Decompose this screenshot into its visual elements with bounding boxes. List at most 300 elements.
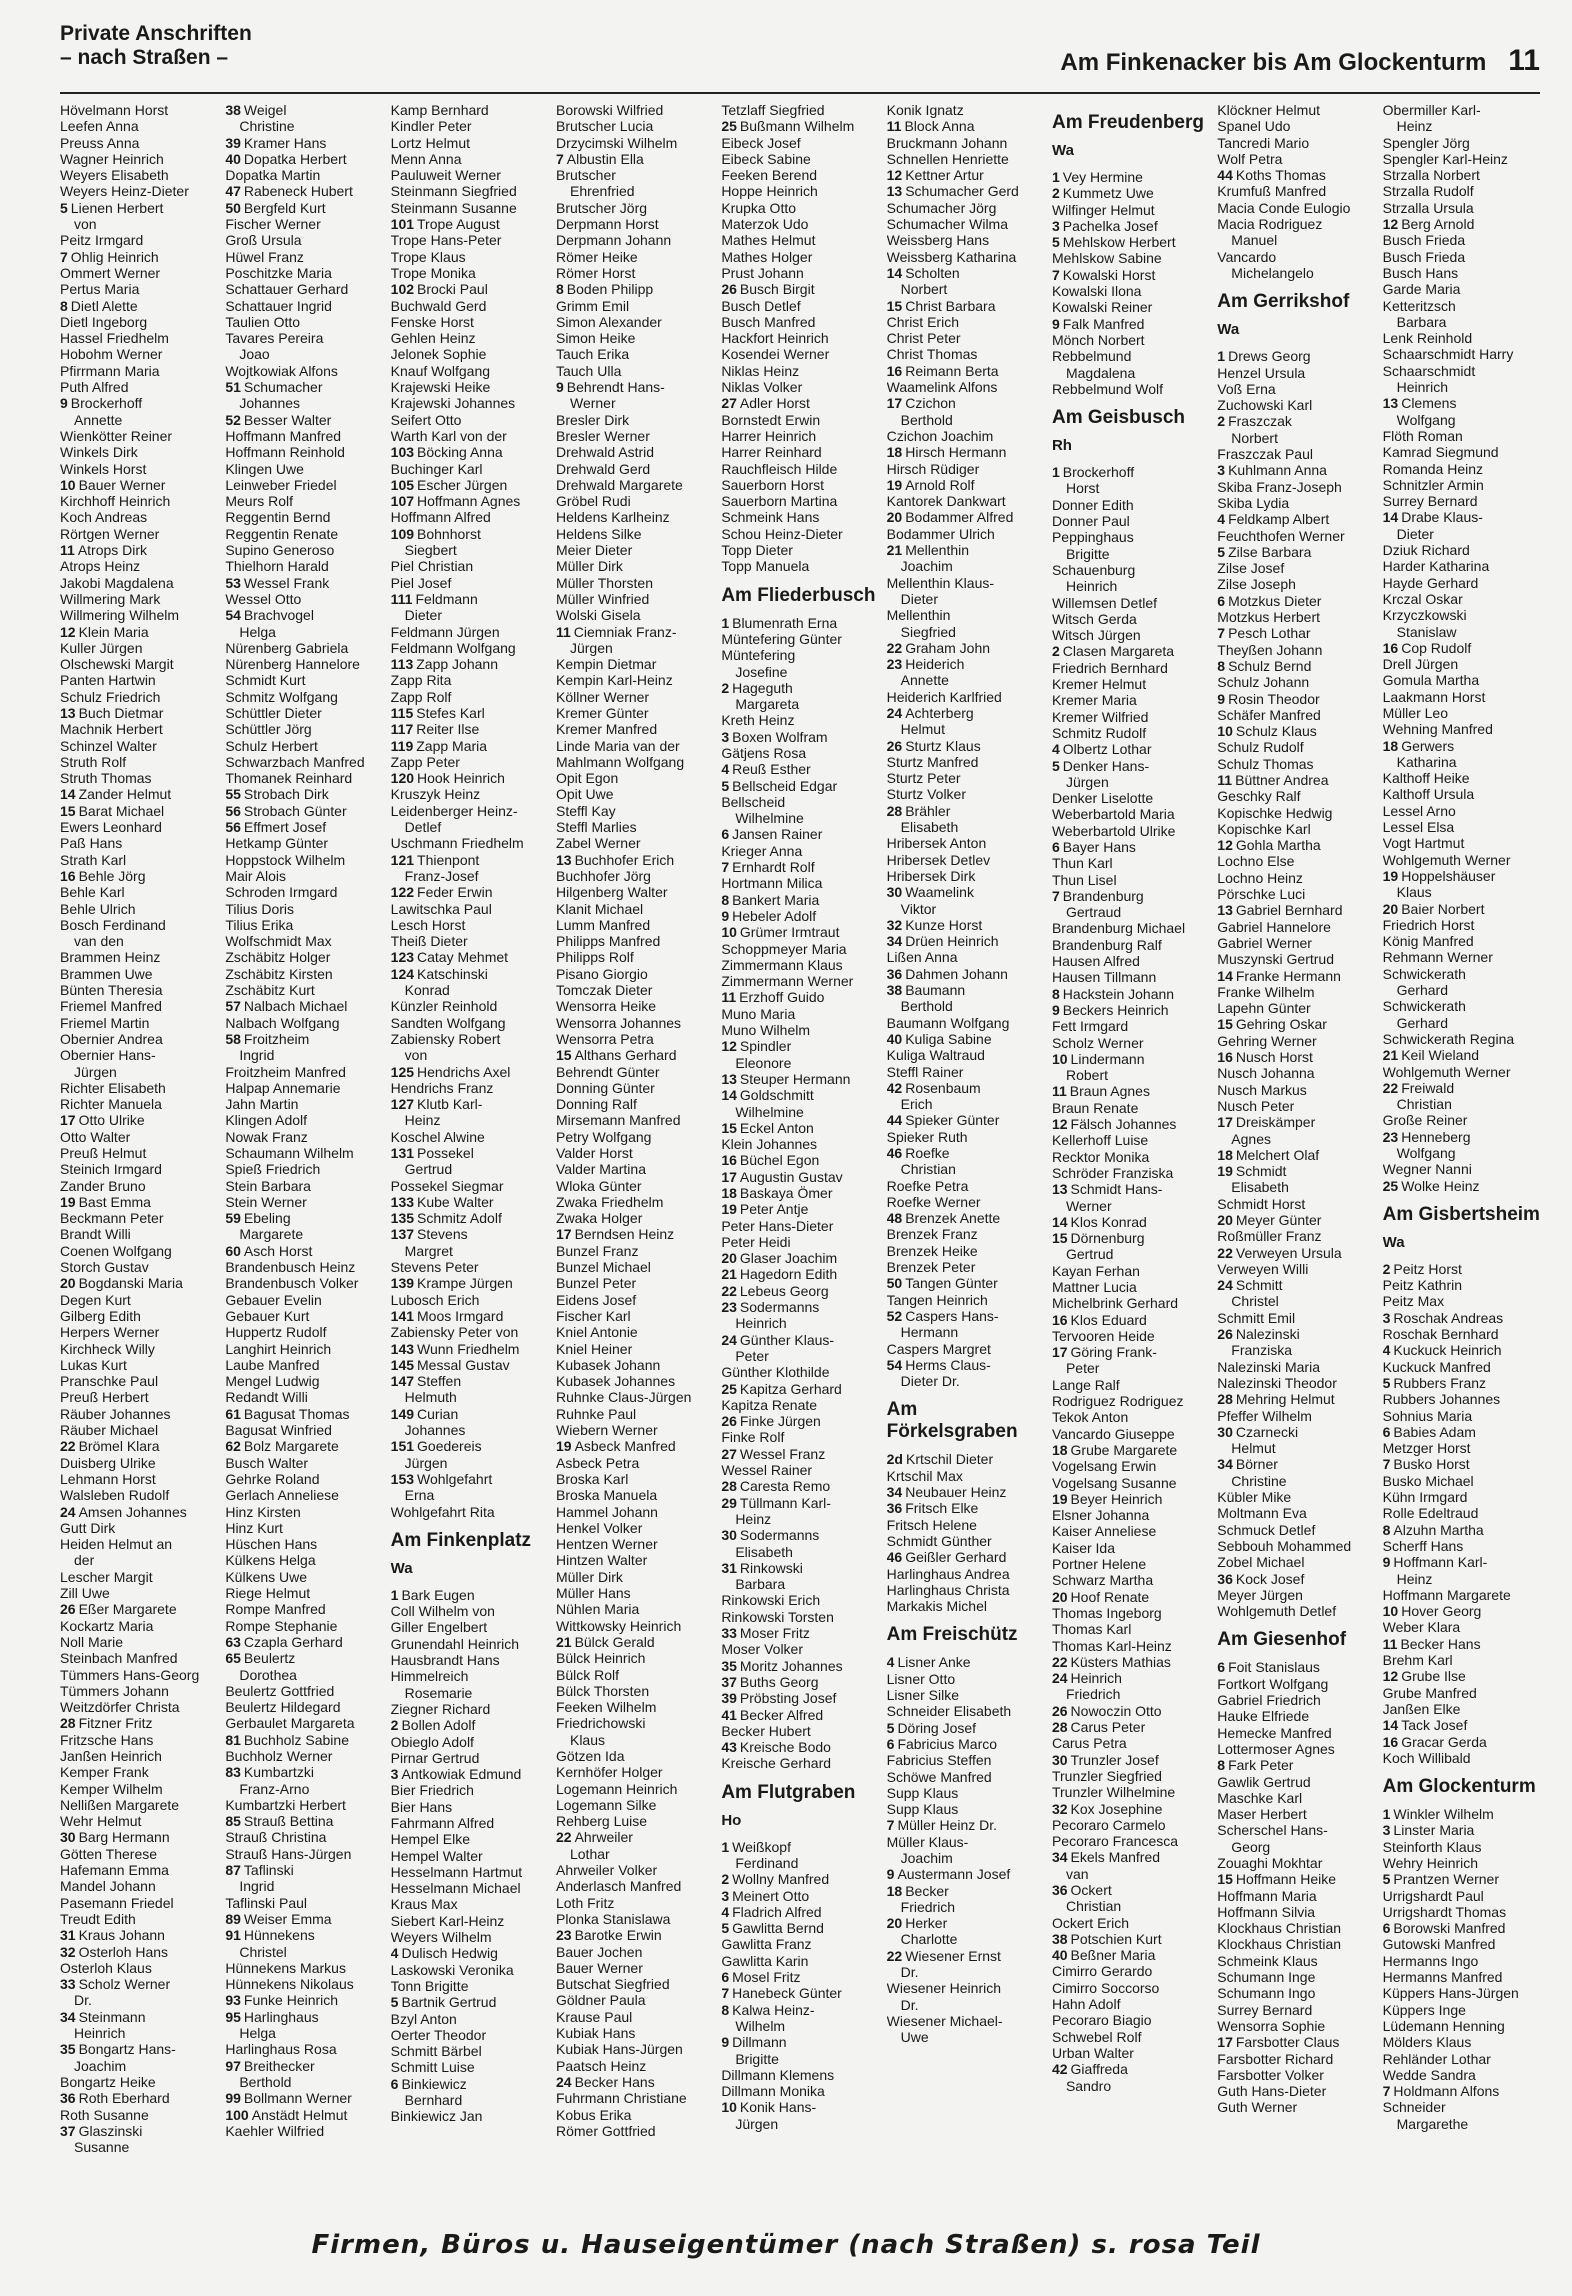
resident-name: Heldens Karlheinz	[555, 509, 670, 526]
resident-entry	[60, 558, 217, 574]
resident-name: Kox Josephine	[1070, 1800, 1163, 1817]
resident-name: Behrendt Günter	[555, 1063, 660, 1080]
resident-name: Busch Birgit	[739, 281, 815, 298]
resident-entry	[721, 1690, 878, 1706]
resident-entry	[1052, 1931, 1209, 1947]
resident-name: Schulz Bernd	[1228, 657, 1312, 674]
resident-entry	[1383, 1871, 1540, 1887]
resident-name: Fett Irmgard	[1051, 1018, 1129, 1035]
resident-name: Kosendei Werner	[721, 346, 830, 363]
resident-entry	[391, 118, 548, 134]
resident-entry	[556, 1634, 713, 1650]
resident-entry	[556, 265, 713, 281]
resident-name: Kubasek Johannes	[555, 1373, 676, 1390]
resident-entry	[225, 461, 382, 477]
resident-entry	[1217, 723, 1374, 739]
resident-entry	[887, 1549, 1044, 1565]
resident-name: Giller Engelbert	[390, 1619, 488, 1636]
resident-name: Plonka Stanislawa	[555, 1910, 671, 1927]
resident-name: Berthold	[239, 2073, 292, 2090]
resident-entry	[887, 1801, 1044, 1817]
resident-name: Olschewski Margit	[60, 656, 174, 673]
resident-entry	[721, 680, 878, 696]
resident-entry	[391, 412, 548, 428]
resident-name: Breithecker	[243, 2057, 315, 2074]
resident-name: Schmuck Detlef	[1217, 1521, 1316, 1538]
resident-name: Schäfer Manfred	[1217, 706, 1321, 723]
resident-name: Verweyen Ursula	[1235, 1244, 1342, 1261]
resident-name: Meyer Jürgen	[1217, 1586, 1303, 1603]
resident-entry	[1383, 2018, 1540, 2034]
resident-entry	[556, 1748, 713, 1764]
resident-name: Brandenbusch Volker	[225, 1275, 359, 1292]
house-number: 13	[721, 1070, 737, 1087]
resident-entry	[391, 1978, 548, 1994]
resident-entry	[1383, 1985, 1540, 2001]
resident-name: Barg Hermann	[78, 1829, 170, 1846]
resident-name: Heiden Helmut an	[60, 1536, 173, 1553]
resident-name: Brandenbusch Heinz	[225, 1259, 356, 1276]
house-number: 48	[886, 1210, 903, 1227]
resident-name: Dopatka Martin	[225, 167, 321, 184]
resident-entry	[60, 624, 217, 640]
resident-entry	[721, 1527, 878, 1543]
resident-entry	[721, 957, 878, 973]
house-number: 117	[390, 721, 414, 738]
resident-entry	[887, 1145, 1044, 1161]
resident-entry	[887, 232, 1044, 248]
resident-name: Jürgen	[569, 639, 613, 656]
resident-name: Tavares Pereira	[225, 330, 324, 347]
resident-name: Seifert Otto	[390, 411, 462, 428]
resident-entry	[225, 803, 382, 819]
resident-entry	[391, 917, 548, 933]
resident-name: Hahn Adolf	[1051, 1996, 1121, 2013]
resident-entry	[1052, 1018, 1209, 1034]
resident-name: Giaffreda	[1070, 2061, 1128, 2078]
resident-entry	[1052, 267, 1209, 283]
resident-name: Siebert Karl-Heinz	[390, 1912, 505, 1929]
resident-name: Schulz Johann	[1217, 674, 1310, 691]
resident-name: Supp Klaus	[886, 1784, 959, 1801]
resident-name: Scherff Hans	[1382, 1537, 1464, 1554]
resident-entry	[225, 1552, 382, 1568]
entry-continuation	[60, 933, 217, 949]
resident-name: Fritsch Helene	[886, 1516, 977, 1533]
resident-entry	[721, 1266, 878, 1282]
resident-name: Spindler	[739, 1038, 792, 1055]
resident-entry	[225, 672, 382, 688]
entry-continuation	[225, 1667, 382, 1683]
house-number: 7	[1382, 2083, 1391, 2100]
resident-name: Hoffmann Silvia	[1217, 1903, 1316, 1920]
resident-entry	[556, 493, 713, 509]
resident-name: Wolke Heinz	[1401, 1177, 1480, 1194]
resident-entry	[887, 1752, 1044, 1768]
entry-continuation	[887, 819, 1044, 835]
entry-continuation	[721, 1104, 878, 1120]
resident-entry	[225, 1683, 382, 1699]
resident-entry	[60, 1471, 217, 1487]
entry-continuation	[1383, 1015, 1540, 1031]
resident-name: Stevens	[417, 1226, 468, 1243]
house-number: 14	[721, 1087, 737, 1104]
resident-entry	[60, 151, 217, 167]
resident-entry	[1383, 183, 1540, 199]
resident-name: Wollny Manfred	[732, 1871, 830, 1888]
resident-name: Schroden Irmgard	[225, 884, 338, 901]
resident-name: Philipps Manfred	[555, 933, 661, 950]
street-heading: Am Freudenberg	[1051, 112, 1204, 133]
resident-entry	[556, 314, 713, 330]
resident-entry	[1383, 1473, 1540, 1489]
resident-entry	[1052, 1426, 1209, 1442]
resident-entry	[887, 607, 1044, 623]
resident-name: Bast Emma	[78, 1193, 151, 1210]
resident-name: Rompe Manfred	[225, 1601, 326, 1618]
resident-entry	[391, 558, 548, 574]
resident-name: Barbara	[1396, 313, 1447, 330]
page-header	[60, 22, 1540, 92]
resident-name: Bagusat Thomas	[243, 1405, 350, 1422]
entry-continuation	[225, 1047, 382, 1063]
resident-name: Spengler Karl-Heinz	[1382, 150, 1508, 167]
resident-entry	[556, 1927, 713, 1943]
district-code: Wa	[1217, 321, 1240, 339]
resident-name: Gabriel Bernhard	[1235, 902, 1343, 919]
resident-name: Ohlig Heinrich	[70, 248, 159, 265]
resident-entry	[60, 949, 217, 965]
resident-entry	[225, 819, 382, 835]
resident-name: Farsbotter Richard	[1217, 2050, 1334, 2067]
resident-name: Fortkort Wolfgang	[1217, 1675, 1329, 1692]
resident-name: Koch Willibald	[1382, 1749, 1471, 1766]
resident-name: Tetzlaff Siegfried	[721, 102, 825, 118]
resident-name: Brigitte	[1065, 545, 1110, 562]
entry-continuation	[556, 183, 713, 199]
resident-name: Brenzek Anette	[905, 1210, 1001, 1227]
resident-name: Götten Therese	[60, 1845, 158, 1862]
resident-entry	[1052, 1083, 1209, 1099]
entry-continuation	[721, 1055, 878, 1071]
resident-name: Zabiensky Peter von	[390, 1324, 519, 1341]
resident-entry	[225, 1927, 382, 1943]
resident-entry	[60, 1308, 217, 1324]
resident-entry	[1217, 1676, 1374, 1692]
entry-continuation	[1052, 904, 1209, 920]
house-number: 15	[1051, 1230, 1068, 1247]
resident-name: Hetkamp Günter	[225, 835, 329, 852]
resident-name: Grümer Irmtraut	[739, 924, 840, 941]
resident-entry	[887, 330, 1044, 346]
resident-entry	[556, 542, 713, 558]
house-number: 22	[60, 1438, 76, 1455]
resident-entry	[391, 151, 548, 167]
resident-name: Stefes Karl	[416, 704, 485, 721]
resident-name: Spieker Ruth	[886, 1128, 968, 1145]
directory-column	[721, 102, 878, 2182]
resident-entry	[391, 1178, 548, 1194]
entry-continuation	[887, 721, 1044, 737]
entry-continuation	[556, 395, 713, 411]
resident-entry	[887, 689, 1044, 705]
resident-name: Klos Konrad	[1070, 1213, 1147, 1230]
resident-entry	[391, 1210, 548, 1226]
resident-name: Recktor Monika	[1051, 1148, 1150, 1165]
resident-name: Hermanns Ingo	[1382, 1952, 1479, 1969]
resident-name: Willmering Wilhelm	[60, 607, 180, 624]
resident-name: Bauer Jochen	[555, 1943, 643, 1960]
resident-entry	[1052, 1116, 1209, 1132]
resident-name: Zilse Barbara	[1228, 543, 1312, 560]
resident-name: Obernier Andrea	[60, 1030, 163, 1047]
resident-entry	[721, 249, 878, 265]
resident-entry	[60, 738, 217, 754]
resident-entry	[1383, 1375, 1540, 1391]
resident-entry	[1217, 1114, 1374, 1130]
resident-entry	[1052, 1491, 1209, 1507]
entry-continuation	[887, 2029, 1044, 2045]
resident-entry	[1052, 1589, 1209, 1605]
resident-name: Bornstedt Erwin	[721, 411, 821, 428]
resident-name: Donner Edith	[1051, 496, 1134, 513]
house-number: 15	[721, 1119, 737, 1136]
section-subtitle: – nach Straßen –	[60, 46, 229, 69]
resident-name: Trope Klaus	[390, 248, 466, 265]
resident-entry	[887, 1654, 1044, 1670]
resident-entry	[1383, 738, 1540, 754]
resident-name: Rolle Edeltraud	[1382, 1505, 1479, 1522]
resident-name: Trunzler Josef	[1070, 1751, 1159, 1768]
house-number: 11	[886, 118, 902, 135]
resident-entry	[1052, 1621, 1209, 1637]
resident-name: Klaus	[1396, 884, 1432, 901]
resident-name: Lochno Heinz	[1217, 869, 1303, 886]
house-number: 18	[1217, 1146, 1233, 1163]
resident-entry	[887, 1031, 1044, 1047]
resident-entry	[556, 1341, 713, 1357]
house-number: 145	[390, 1356, 415, 1373]
resident-name: Joao	[239, 346, 270, 363]
resident-name: Viktor	[900, 900, 937, 917]
resident-entry	[1052, 299, 1209, 315]
resident-name: Elisabeth	[900, 819, 959, 836]
resident-entry	[60, 754, 217, 770]
resident-entry	[1052, 758, 1209, 774]
resident-entry	[721, 1218, 878, 1234]
resident-entry	[887, 1112, 1044, 1128]
resident-name: Kuhlmann Anna	[1228, 462, 1327, 479]
resident-entry	[721, 778, 878, 794]
resident-entry	[225, 705, 382, 721]
resident-entry	[60, 1536, 217, 1552]
resident-entry	[1217, 1554, 1374, 1570]
house-number: 59	[225, 1210, 241, 1227]
house-number: 40	[886, 1030, 903, 1047]
house-number: 9	[886, 1866, 895, 1883]
resident-entry	[721, 1723, 878, 1739]
resident-name: Grube Manfred	[1382, 1684, 1477, 1701]
resident-entry	[225, 1504, 382, 1520]
resident-entry	[887, 298, 1044, 314]
resident-entry	[60, 721, 217, 737]
resident-entry	[1217, 1969, 1374, 1985]
house-number: 12	[721, 1038, 737, 1055]
resident-name: Zwaka Friedhelm	[555, 1193, 664, 1210]
resident-name: Klingen Uwe	[225, 460, 304, 477]
resident-entry	[556, 770, 713, 786]
entry-continuation	[1383, 1096, 1540, 1112]
resident-name: Große Reiner	[1382, 1112, 1468, 1129]
resident-name: Steinmann Siegfried	[390, 183, 517, 200]
resident-name: Becker	[905, 1882, 949, 1899]
entry-continuation	[391, 1422, 548, 1438]
resident-entry	[225, 2107, 382, 2123]
resident-name: Schneider Elisabeth	[886, 1703, 1012, 1720]
resident-entry	[1217, 707, 1374, 723]
resident-name: Hesselmann Michael	[390, 1880, 521, 1897]
resident-name: Göldner Paula	[555, 1992, 646, 2009]
resident-name: Klockhaus Christian	[1217, 1920, 1342, 1937]
resident-entry	[391, 102, 548, 118]
resident-name: Pörschke Luci	[1217, 886, 1306, 903]
resident-entry	[887, 575, 1044, 591]
house-number: 17	[721, 1168, 737, 1185]
resident-name: Horst	[1065, 480, 1100, 497]
resident-entry	[721, 1839, 878, 1855]
resident-name: Strobach Günter	[243, 802, 347, 819]
house-number: 22	[1382, 1079, 1399, 1096]
resident-entry	[887, 705, 1044, 721]
resident-entry	[225, 477, 382, 493]
house-number: 11	[1382, 1635, 1398, 1652]
resident-entry	[887, 461, 1044, 477]
resident-entry	[556, 1015, 713, 1031]
resident-name: Caspers Margret	[886, 1340, 991, 1357]
house-number: 7	[1382, 1456, 1391, 1473]
resident-entry	[60, 1324, 217, 1340]
resident-entry	[1217, 135, 1374, 151]
resident-name: Gerhard	[1396, 982, 1448, 999]
resident-name: Bresler Dirk	[555, 411, 630, 428]
house-number: 23	[555, 1927, 572, 1944]
resident-name: Gracar Gerda	[1401, 1733, 1487, 1750]
resident-entry	[556, 1862, 713, 1878]
resident-entry	[1052, 888, 1209, 904]
resident-entry	[1217, 1082, 1374, 1098]
resident-name: Preuss Anna	[60, 134, 140, 151]
resident-entry	[225, 1341, 382, 1357]
resident-name: Schwickerath Regina	[1382, 1030, 1515, 1047]
resident-name: Bodammer Alfred	[905, 509, 1014, 526]
house-number: 23	[721, 1299, 737, 1316]
resident-entry	[721, 444, 878, 460]
entry-continuation	[1383, 2116, 1540, 2132]
resident-name: Detlef	[404, 819, 442, 836]
resident-entry	[887, 1720, 1044, 1736]
resident-name: Dieter	[404, 607, 443, 624]
resident-name: Vey Hermine	[1062, 169, 1143, 185]
house-number: 56	[225, 802, 241, 819]
resident-name: Rodriguez Rodriguez	[1051, 1393, 1184, 1410]
resident-entry	[391, 1750, 548, 1766]
resident-entry	[391, 803, 548, 819]
resident-entry	[1217, 642, 1374, 658]
resident-entry	[1383, 1734, 1540, 1750]
house-number: 7	[886, 1817, 895, 1834]
resident-name: Linde Maria van der	[555, 737, 680, 754]
resident-name: Wienkötter Reiner	[60, 427, 173, 444]
resident-entry	[721, 1495, 878, 1511]
house-number: 33	[60, 1976, 76, 1993]
house-number: 27	[721, 1445, 737, 1462]
resident-name: Hövelmann Horst	[60, 102, 169, 118]
resident-name: Feder Erwin	[417, 884, 493, 901]
entry-continuation	[391, 1161, 548, 1177]
house-number: 15	[1217, 1871, 1233, 1888]
resident-name: Hobohm Werner	[60, 346, 163, 363]
resident-name: Zander Helmut	[78, 786, 172, 803]
resident-name: Schwarz Martha	[1051, 1572, 1154, 1589]
resident-entry	[1383, 395, 1540, 411]
entry-continuation	[1383, 379, 1540, 395]
house-number: 20	[60, 1275, 76, 1292]
house-number: 14	[1217, 967, 1233, 984]
house-number: 28	[60, 1715, 76, 1732]
resident-entry	[225, 151, 382, 167]
resident-name: Robert	[1065, 1067, 1108, 1084]
resident-entry	[225, 526, 382, 542]
resident-name: Donner Paul	[1051, 513, 1130, 530]
resident-name: Buchwald Gerd	[390, 297, 487, 314]
resident-name: Pecoraro Biagio	[1051, 2012, 1152, 2029]
resident-name: Wehning Manfred	[1382, 721, 1493, 738]
resident-name: Scherschel Hans-	[1217, 1822, 1328, 1839]
resident-name: Zouaghi Mokhtar	[1217, 1854, 1323, 1871]
house-number: 20	[1382, 900, 1399, 917]
resident-entry	[60, 1764, 217, 1780]
resident-entry	[225, 1438, 382, 1454]
resident-entry	[887, 1866, 1044, 1882]
resident-entry	[1052, 1279, 1209, 1295]
resident-entry	[1052, 1002, 1209, 1018]
resident-entry	[225, 1357, 382, 1373]
resident-entry	[391, 135, 548, 151]
entry-continuation	[225, 2025, 382, 2041]
resident-name: Pecoraro Carmelo	[1051, 1816, 1166, 1833]
resident-name: Gröbel Rudi	[555, 493, 631, 510]
resident-name: Göring Frank-	[1070, 1344, 1157, 1361]
resident-entry	[60, 444, 217, 460]
resident-entry	[556, 1504, 713, 1520]
resident-name: Bolz Margarete	[243, 1438, 339, 1455]
house-number: 54	[225, 607, 241, 624]
resident-entry	[60, 1194, 217, 1210]
house-number: 6	[1217, 592, 1226, 609]
entry-continuation	[1383, 314, 1540, 330]
resident-name: Hageguth	[732, 679, 793, 696]
resident-entry	[556, 1650, 713, 1666]
resident-name: Barat Michael	[78, 802, 165, 819]
resident-name: Külkens Uwe	[225, 1568, 308, 1585]
resident-name: Friemel Martin	[60, 1014, 150, 1031]
resident-entry	[1052, 611, 1209, 627]
resident-name: Rebbelmund Wolf	[1051, 380, 1163, 397]
resident-name: Mattner Lucia	[1051, 1279, 1137, 1295]
resident-entry	[60, 1699, 217, 1715]
resident-entry	[1217, 1359, 1374, 1375]
resident-entry	[556, 721, 713, 737]
